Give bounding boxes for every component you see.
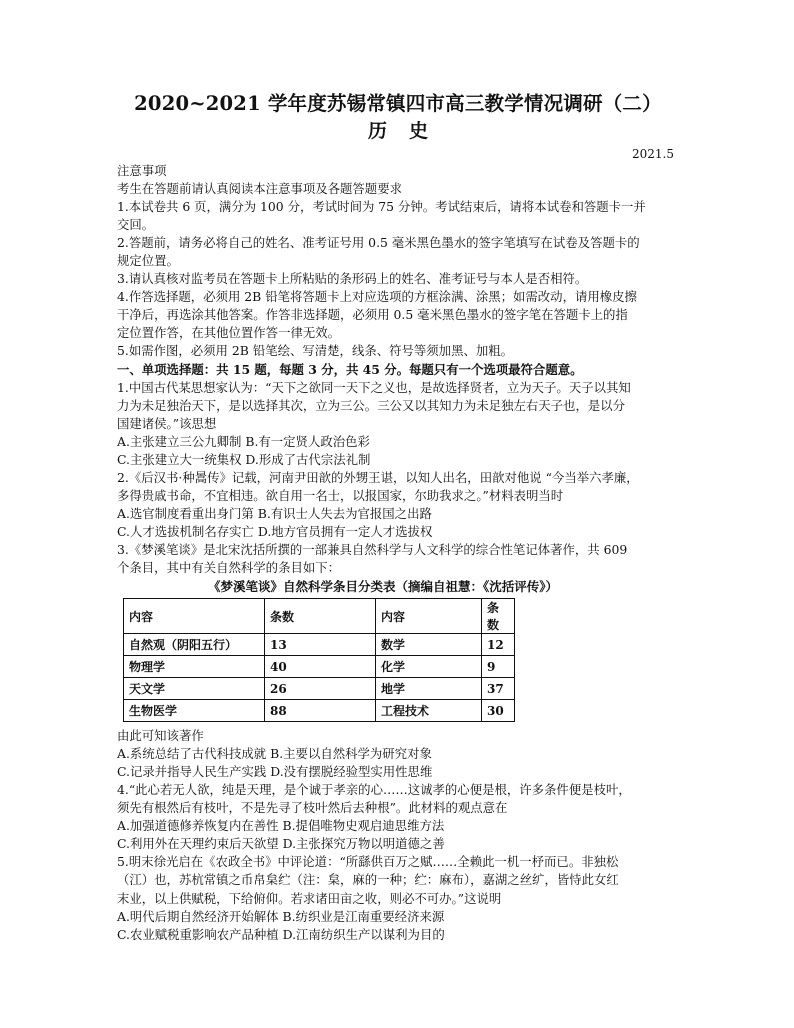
table-header-row (124, 599, 515, 634)
question-line: 由此可知该著作 (117, 728, 204, 744)
notice-line: 4.作答选择题，必须用 2B 铅笔将答题卡上对应选项的方框涂满、涂黑；如需改动，请用橡皮擦 (117, 289, 637, 305)
notice-line: 3.请认真核对监考员在答题卡上所粘贴的条形码上的姓名、准考证号与本人是否相符。 (117, 271, 588, 287)
table-cell: 12 (482, 634, 515, 656)
notice-line: 定位置作答，在其他位置作答一律无效。 (117, 325, 341, 341)
table-row (124, 634, 515, 656)
question-line: 国建诸侯。”该思想 (117, 415, 217, 431)
question-line: 5.明末徐光启在《农政全书》中评论道：“所繇供百万之赋……全赖此一机一杼而已。非独松 (117, 854, 619, 870)
question-line: 4.“此心若无人欲，纯是天理，是个诚于孝亲的心……这诚孝的心便是根，许多条件便是枝叶， (117, 782, 631, 798)
table-header-cell: 条数 (482, 599, 515, 634)
science-entries-table (123, 598, 515, 722)
table-header-cell: 内容 (124, 599, 265, 634)
table-cell: 物理学 (124, 656, 265, 678)
option-line: C.利用外在天理约束后天欲望 D.主张探究万物以明道德之善 (117, 836, 445, 852)
question-line: 末业，以上供赋税，下给俯仰。若求诸田亩之收，则必不可办。”这说明 (117, 890, 502, 906)
table-cell: 13 (265, 634, 376, 656)
table-cell: 26 (265, 678, 376, 700)
question-line: 须先有根然后有枝叶，不是先寻了枝叶然后去种根”。此材料的观点意在 (117, 800, 508, 816)
question-line: 3.《梦溪笔谈》是北宋沈括所撰的一部兼具自然科学与人文科学的综合性笔记体著作，共 609 (117, 541, 628, 557)
notice-line: 干净后，再选涂其他答案。作答非选择题，必须用 0.5 毫米黑色墨水的签字笔在答题卡上的指 (117, 307, 628, 323)
exam-date: 2021.5 (632, 147, 674, 161)
table-caption: 《梦溪笔谈》自然科学条目分类表（摘编自祖慧：《沈括评传》） (207, 579, 558, 595)
table-cell: 88 (265, 700, 376, 722)
notice-list (117, 198, 679, 360)
option-line: C.主张建立大一统集权 D.形成了古代宗法礼制 (117, 451, 371, 467)
question-line: 多得贵戚书命，不宜相违。欲自用一名士，以报国家，尔助我求之。”材料表明当时 (117, 487, 564, 503)
exam-title: 2020~2021 学年度苏锡常镇四市高三教学情况调研（二） (134, 92, 662, 115)
questions-part-b (117, 727, 679, 944)
section-heading: 一、单项选择题：共 15 题，每题 3 分，共 45 分。每题只有一个选项最符合题意。 (117, 361, 583, 377)
option-line: C.人才选拔机制名存实亡 D.地方官员拥有一定人才选拔权 (117, 523, 433, 539)
question-line: 1.中国古代某思想家认为：“天下之欲同一天下之义也，是故选择贤者，立为天子。天子以其知 (117, 379, 631, 395)
table-header-cell: 内容 (376, 599, 482, 634)
question-line: 力为未足独治天下，是以选择其次，立为三公。三公又以其知力为未足独左右天子也，是以分 (117, 397, 626, 413)
option-line: A.明代后期自然经济开始解体 B.纺织业是江南重要经济来源 (117, 908, 445, 924)
option-line: A.选官制度看重出身门第 B.有识士人失去为官报国之出路 (117, 505, 432, 521)
table-cell: 天文学 (124, 678, 265, 700)
table-row (124, 656, 515, 678)
table-cell: 地学 (376, 678, 482, 700)
notice-line: 5.如需作图，必须用 2B 铅笔绘、写清楚，线条、符号等须加黑、加粗。 (117, 343, 514, 359)
option-line: A.系统总结了古代科技成就 B.主要以自然科学为研究对象 (117, 746, 432, 762)
table-cell: 40 (265, 656, 376, 678)
table-cell: 自然观（阴阳五行） (124, 634, 265, 656)
notice-line: 1.本试卷共 6 页，满分为 100 分，考试时间为 75 分钟。考试结束后，请将本试卷和答题卡一并 (117, 199, 646, 215)
notice-intro: 考生在答题前请认真阅读本注意事项及各题答题要求 (117, 181, 402, 197)
option-line: C.农业赋税重影响农产品种植 D.江南纺织生产以谋利为目的 (117, 926, 445, 942)
table-cell: 生物医学 (124, 700, 265, 722)
question-line: （江）也，苏杭常镇之币帛枲纻（注：枲，麻的一种；纻：麻布），嘉湖之丝纩，皆恃此女红 (117, 872, 619, 888)
notice-heading: 注意事项 (117, 163, 167, 178)
table-cell: 9 (482, 656, 515, 678)
question-line: 2.《后汉书·种暠传》记载，河南尹田歆的外甥王谌，以知人出名，田歆对他说 “今当举六孝廉， (117, 469, 639, 485)
questions-part-a (117, 379, 679, 578)
table-cell: 化学 (376, 656, 482, 678)
table-cell: 工程技术 (376, 700, 482, 722)
question-line: 个条目，其中有关自然科学的条目如下： (117, 560, 341, 576)
notice-line: 2.答题前，请务必将自己的姓名、准考证号用 0.5 毫米黑色墨水的签字笔填写在试卷及答题卡的 (117, 235, 640, 251)
table-cell: 30 (482, 700, 515, 722)
notice-line: 交回。 (117, 217, 155, 233)
option-line: C.记录并指导人民生产实践 D.没有摆脱经验型实用性思维 (117, 764, 433, 780)
notice-line: 规定位置。 (117, 253, 179, 269)
exam-subject: 历史 (367, 120, 450, 142)
table-cell: 37 (482, 678, 515, 700)
table-cell: 数学 (376, 634, 482, 656)
table-row (124, 700, 515, 722)
option-line: A.主张建立三公九卿制 B.有一定贤人政治色彩 (117, 433, 370, 449)
exam-page (117, 92, 679, 944)
option-line: A.加强道德修养恢复内在善性 B.提倡唯物史观启迪思维方法 (117, 818, 445, 834)
table-row (124, 678, 515, 700)
table-header-cell: 条数 (265, 599, 376, 634)
